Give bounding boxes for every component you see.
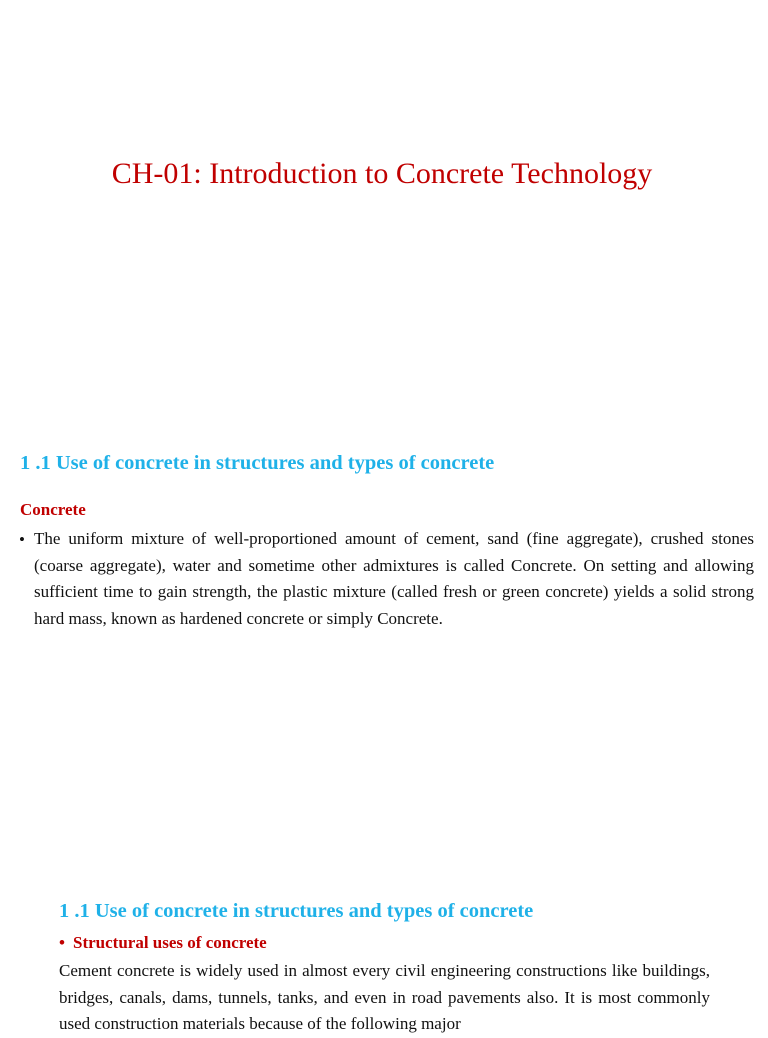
definition-paragraph: The uniform mixture of well-proportioned amount of cement, sand (fine aggregate), crushed stones (coarse aggregate), water and sometime other admixtures is called Concrete. On setting and allowing sufficient time to gain strength, the plastic mixture (called fresh or green concrete) yields a solid strong hard mass, known as hardened concrete or simply Concrete. — [34, 529, 754, 629]
subheading-concrete: Concrete — [20, 500, 86, 519]
slide-title: CH-01: Introduction to Concrete Technology — [111, 157, 653, 190]
section-heading: 1 .1 Use of concrete in structures and types of concrete — [59, 900, 534, 922]
subheading-structural-uses: Structural uses of concrete — [73, 933, 267, 952]
section-heading: 1 .1 Use of concrete in structures and types of concrete — [20, 452, 495, 474]
structural-uses-paragraph: Cement concrete is widely used in almost every civil engineering constructions like buildings, bridges, canals, dams, tunnels, tanks, and even in road pavements also. It is most commonly used construction materials because of the following major — [59, 961, 710, 1034]
bullet-icon: • — [19, 530, 25, 549]
bullet-icon: • — [59, 933, 65, 952]
